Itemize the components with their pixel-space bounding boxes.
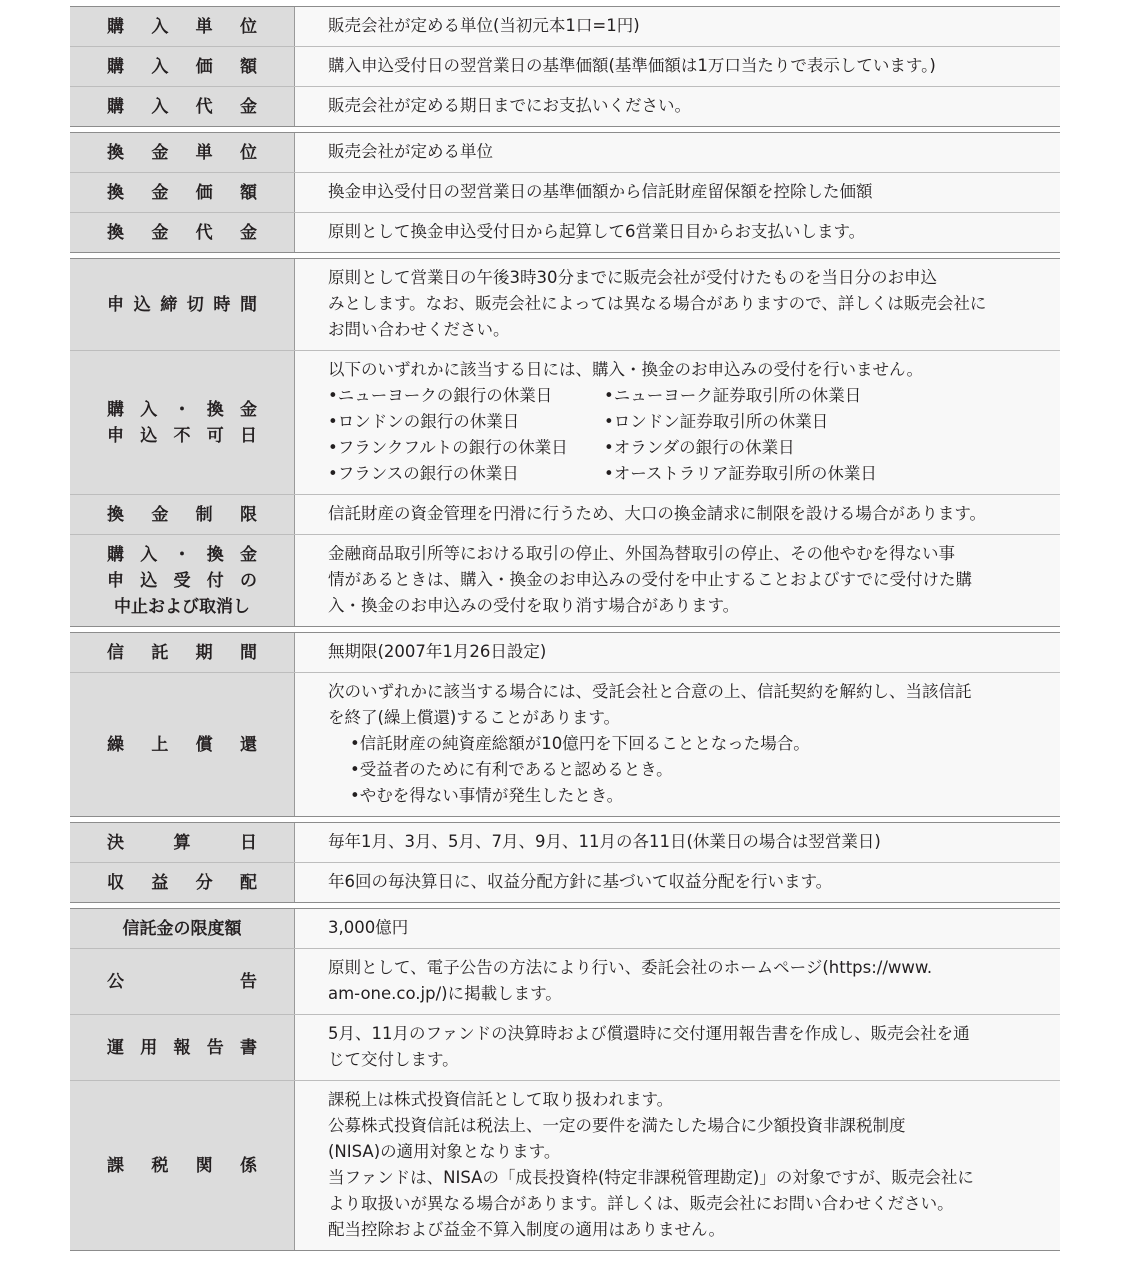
table-row [70, 494, 1060, 534]
row-value: 販売会社が定める単位(当初元本1口=1円) [295, 7, 1060, 46]
row-value: 換金申込受付日の翌営業日の基準価額から信託財産留保額を控除した価額 [295, 173, 1060, 212]
table-row [70, 1014, 1060, 1080]
list-item: •やむを得ない事情が発生したとき。 [350, 786, 624, 805]
row-value: 以下のいずれかに該当する日には、購入・換金のお申込みの受付を行いません。 •ニューヨークの銀行の休業日 •ニューヨーク証券取引所の休業日 •ロンドンの銀行の休業日 •ロンドン証券取引所の休業日 •フランクフルトの銀行の休業日 •オランダの銀行の休業日 •フランスの銀行の休業日 •オーストラリア証券取引所の休業日 [295, 351, 1060, 494]
row-label: 収 益 分 配 [70, 863, 295, 902]
row-label: 公 告 [70, 949, 295, 1014]
list-item: •オーストラリア証券取引所の休業日 [604, 464, 877, 483]
table-row [70, 172, 1060, 212]
table-row [70, 350, 1060, 494]
row-label: 決 算 日 [70, 823, 295, 862]
row-label: 購 入 単 位 [70, 7, 295, 46]
row-value: 金融商品取引所等における取引の停止、外国為替取引の停止、その他やむを得ない事 情があるときは、購入・換金のお申込みの受付を中止することおよびすでに受付けた購 入・換金のお申込みの受付を取り消す場合があります。 [295, 535, 1060, 626]
row-value: 年6回の毎決算日に、収益分配方針に基づいて収益分配を行います。 [295, 863, 1060, 902]
row-value: 販売会社が定める期日までにお支払いください。 [295, 87, 1060, 126]
row-value: 原則として営業日の午後3時30分までに販売会社が受付けたものを当日分のお申込 みとします。なお、販売会社によっては異なる場合がありますので、詳しくは販売会社に お問い合わせください。 [295, 259, 1060, 350]
row-value: 信託財産の資金管理を円滑に行うため、大口の換金請求に制限を設ける場合があります。 [295, 495, 1060, 534]
row-label: 信 託 期 間 [70, 633, 295, 672]
list-item: •ロンドン証券取引所の休業日 [604, 412, 829, 431]
table-section [70, 908, 1060, 1251]
list-item: •フランスの銀行の休業日 [328, 464, 519, 483]
table-section [70, 632, 1060, 817]
row-label: 課 税 関 係 [70, 1081, 295, 1250]
row-label: 繰 上 償 還 [70, 673, 295, 816]
table-row [70, 46, 1060, 86]
table-row [70, 948, 1060, 1014]
table-row [70, 86, 1060, 126]
row-value: 購入申込受付日の翌営業日の基準価額(基準価額は1万口当たりで表示しています。) [295, 47, 1060, 86]
list-item: •ニューヨーク証券取引所の休業日 [604, 386, 862, 405]
table-section [70, 6, 1060, 127]
table-row [70, 133, 1060, 172]
row-label: 換 金 制 限 [70, 495, 295, 534]
row-label: 申 込 締 切 時 間 [70, 259, 295, 350]
table-row [70, 909, 1060, 948]
row-label: 信託金の限度額 [70, 909, 295, 948]
row-value: 販売会社が定める単位 [295, 133, 1060, 172]
table-row [70, 633, 1060, 672]
row-label: 購 入 ・ 換 金 申 込 受 付 の 中止および取消し [70, 535, 295, 626]
row-value: 原則として換金申込受付日から起算して6営業日目からお支払いします。 [295, 213, 1060, 252]
row-label: 換 金 代 金 [70, 213, 295, 252]
list-item: •受益者のために有利であると認めるとき。 [350, 760, 673, 779]
table-row [70, 862, 1060, 902]
list-item: •ロンドンの銀行の休業日 [328, 412, 520, 431]
table-section [70, 822, 1060, 903]
table-row [70, 212, 1060, 252]
table-row [70, 7, 1060, 46]
row-value: 3,000億円 [295, 909, 1060, 948]
table-row [70, 534, 1060, 626]
table-section [70, 258, 1060, 627]
row-label: 購 入 代 金 [70, 87, 295, 126]
table-row [70, 823, 1060, 862]
list-item: •フランクフルトの銀行の休業日 [328, 438, 568, 457]
table-section [70, 132, 1060, 253]
row-value: 課税上は株式投資信託として取り扱われます。 公募株式投資信託は税法上、一定の要件を満たした場合に少額投資非課税制度 (NISA)の適用対象となります。 当ファンドは、NISAの「成長投資枠(特定非課税管理勘定)」の対象ですが、販売会社に より取扱いが異なる場合があります。詳しくは、販売会社にお問い合わせください。 配当控除および益金不算入制度の適用はありません。 [295, 1081, 1060, 1250]
table-row [70, 1080, 1060, 1250]
row-label: 換 金 価 額 [70, 173, 295, 212]
row-value: 毎年1月、3月、5月、7月、9月、11月の各11日(休業日の場合は翌営業日) [295, 823, 1060, 862]
list-item: •信託財産の純資産総額が10億円を下回ることとなった場合。 [350, 734, 810, 753]
row-label: 運 用 報 告 書 [70, 1015, 295, 1080]
fund-procedures-table [70, 6, 1060, 1256]
row-value: 5月、11月のファンドの決算時および償還時に交付運用報告書を作成し、販売会社を通 じて交付します。 [295, 1015, 1060, 1080]
table-row [70, 259, 1060, 350]
row-value: 原則として、電子公告の方法により行い、委託会社のホームページ(https://www. am-one.co.jp/)に掲載します。 [295, 949, 1060, 1014]
list-item: •ニューヨークの銀行の休業日 [328, 386, 553, 405]
row-label: 購 入 価 額 [70, 47, 295, 86]
row-value: 次のいずれかに該当する場合には、受託会社と合意の上、信託契約を解約し、当該信託 を終了(繰上償還)することがあります。 •信託財産の純資産総額が10億円を下回ることとなった場合。 •受益者のために有利であると認めるとき。 •やむを得ない事情が発生したとき。 [295, 673, 1060, 816]
list-item: •オランダの銀行の休業日 [604, 438, 795, 457]
table-row [70, 672, 1060, 816]
row-value: 無期限(2007年1月26日設定) [295, 633, 1060, 672]
holiday-list [328, 383, 1050, 487]
row-label: 換 金 単 位 [70, 133, 295, 172]
row-label: 購 入 ・ 換 金 申 込 不 可 日 [70, 351, 295, 494]
